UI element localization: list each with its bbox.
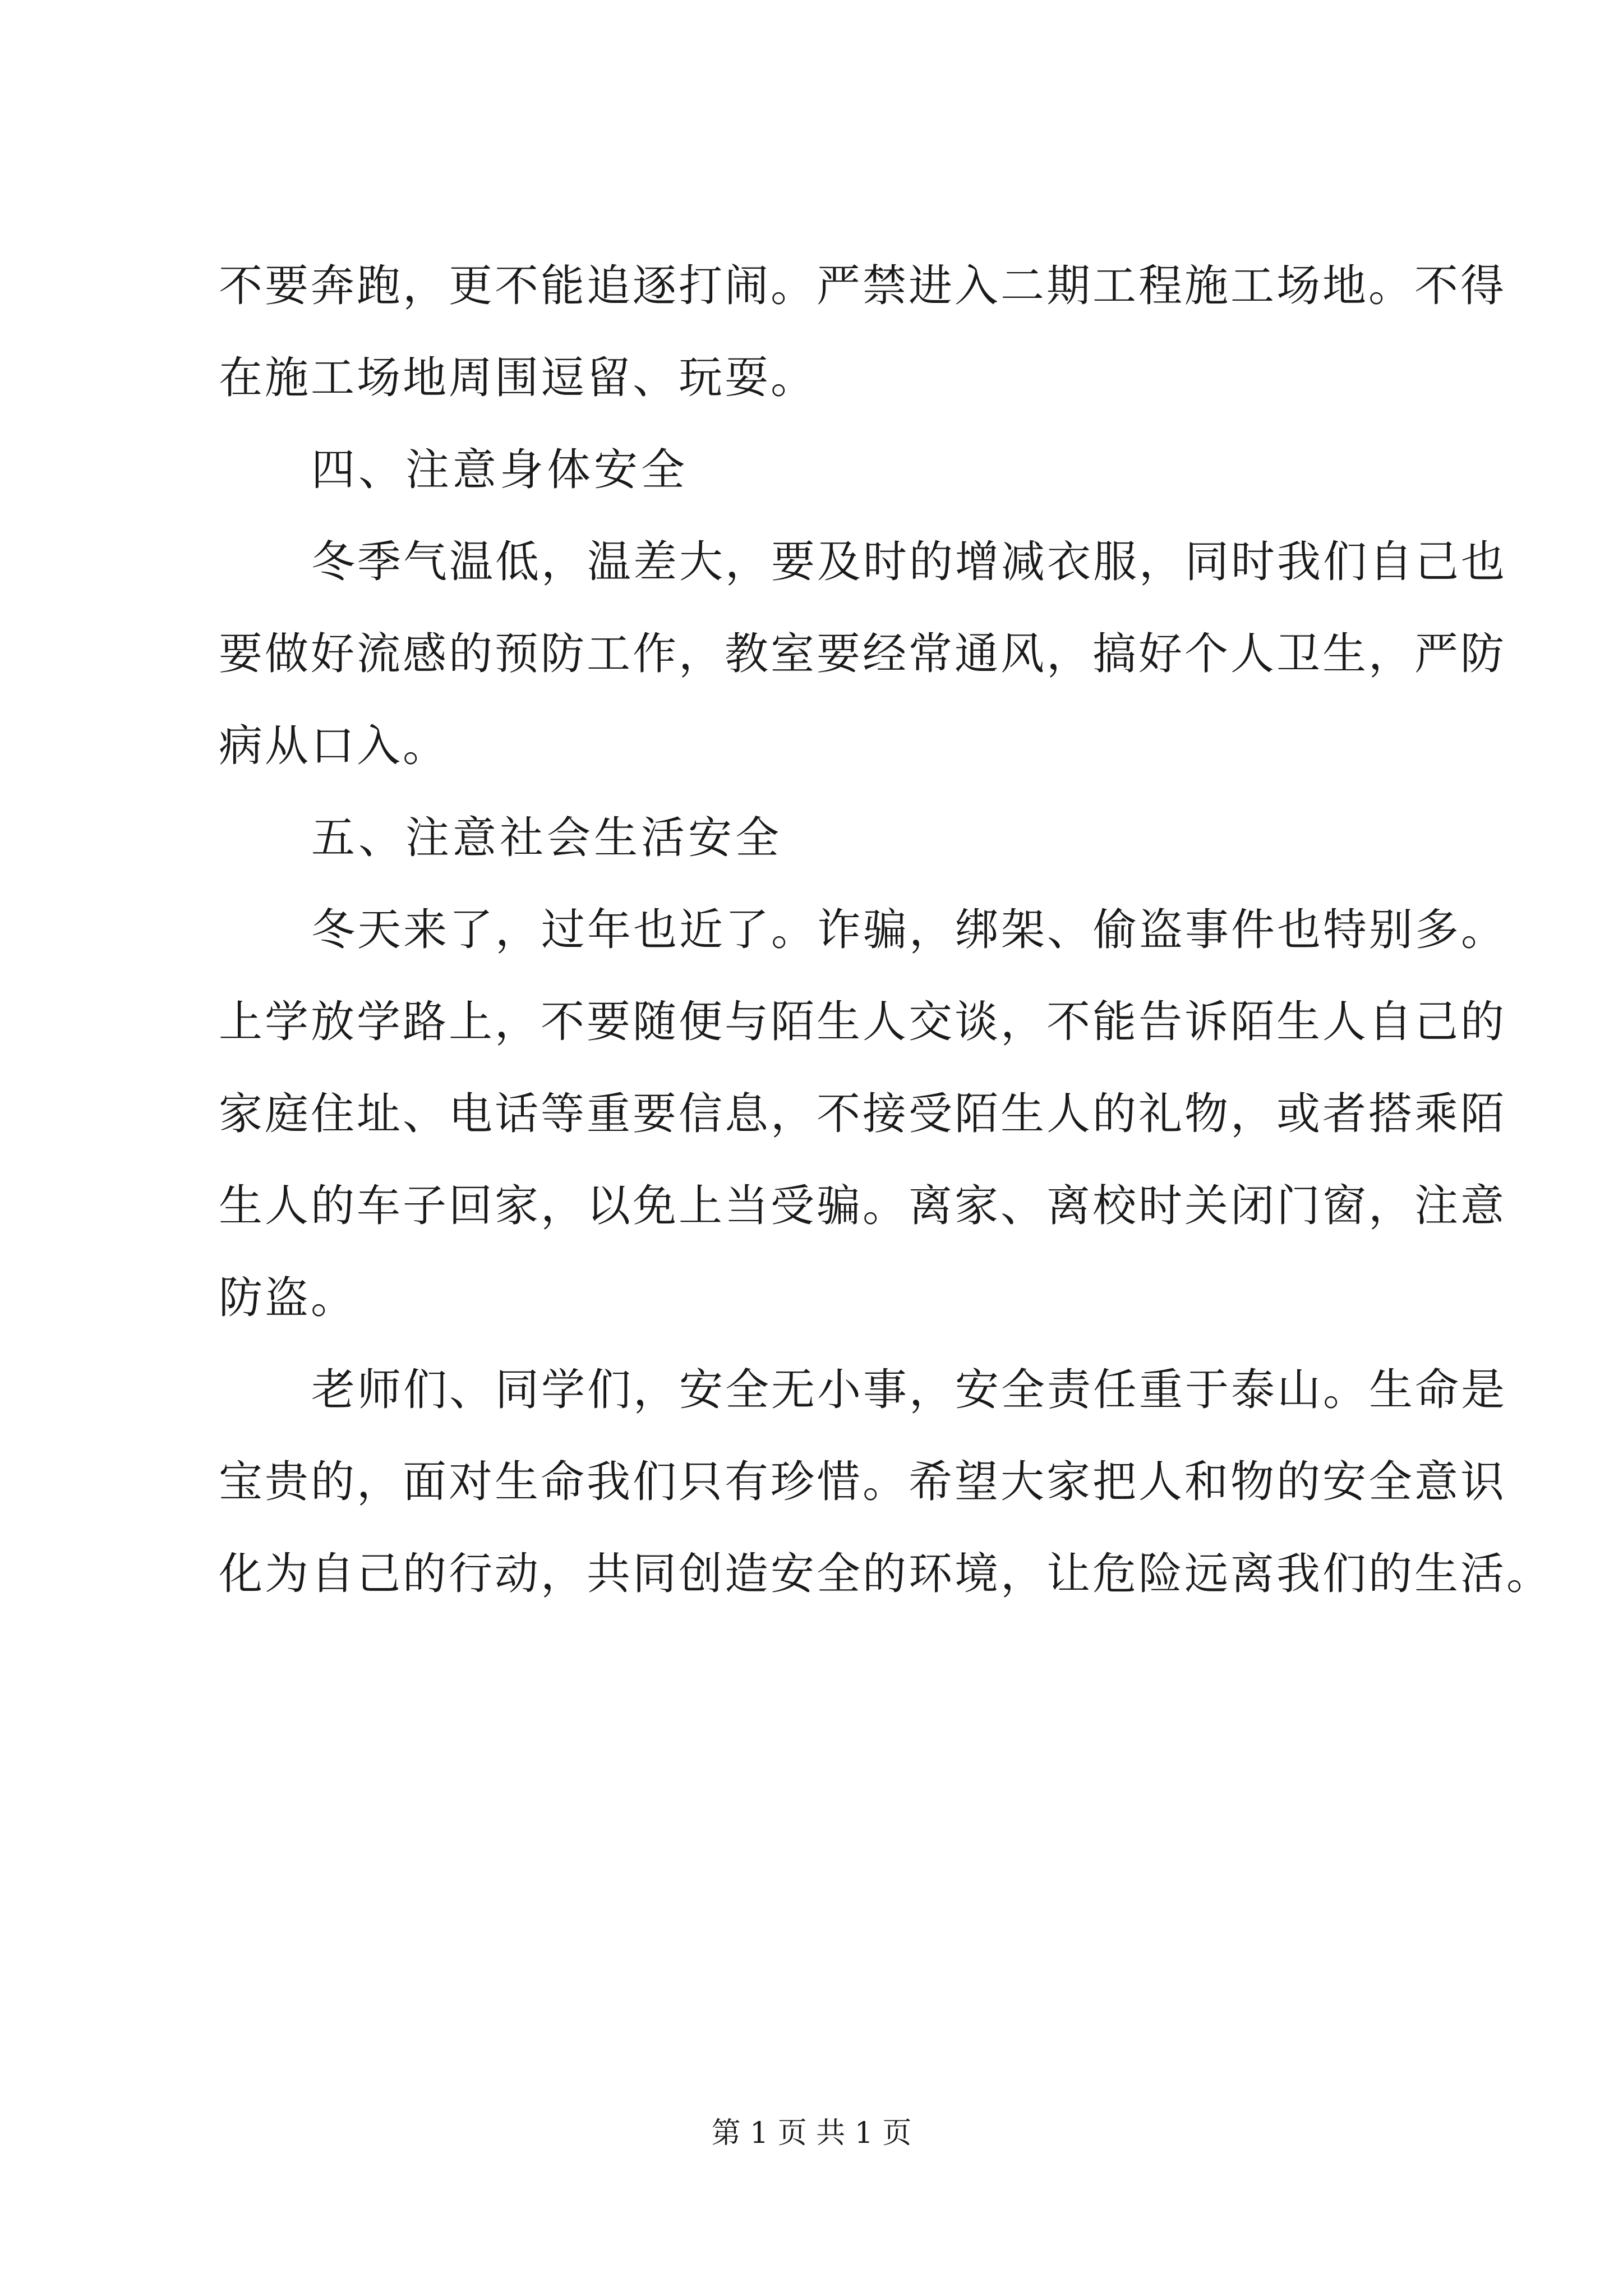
text-line: 要做好流感的预防工作，教室要经常通风，搞好个人卫生，严防 bbox=[219, 629, 1507, 679]
text-line: 家庭住址、电话等重要信息，不接受陌生人的礼物，或者搭乘陌 bbox=[219, 1089, 1507, 1139]
text-line: 不要奔跑，更不能追逐打闹。严禁进入二期工程施工场地。不得 bbox=[219, 261, 1507, 311]
text-line: 病从口入。 bbox=[219, 721, 449, 771]
text-line: 老师们、同学们，安全无小事，安全责任重于泰山。生命是 bbox=[311, 1365, 1507, 1415]
page-number-footer: 第 1 页 共 1 页 bbox=[711, 2116, 912, 2150]
section-heading: 五、注意社会生活安全 bbox=[311, 813, 783, 863]
text-line: 防盗。 bbox=[219, 1273, 357, 1323]
text-line: 宝贵的，面对生命我们只有珍惜。希望大家把人和物的安全意识 bbox=[219, 1457, 1507, 1507]
text-line: 化为自己的行动，共同创造安全的环境，让危险远离我们的生活。 bbox=[219, 1549, 1553, 1599]
document-body bbox=[219, 255, 1553, 1635]
text-line: 在施工场地周围逗留、玩耍。 bbox=[219, 353, 817, 403]
section-heading: 四、注意身体安全 bbox=[311, 445, 689, 495]
text-line: 上学放学路上，不要随便与陌生人交谈，不能告诉陌生人自己的 bbox=[219, 997, 1507, 1047]
text-line: 冬季气温低，温差大，要及时的增减衣服，同时我们自己也 bbox=[311, 537, 1507, 587]
text-line: 生人的车子回家，以免上当受骗。离家、离校时关闭门窗，注意 bbox=[219, 1181, 1507, 1231]
text-line: 冬天来了，过年也近了。诈骗，绑架、偷盗事件也特别多。 bbox=[311, 905, 1507, 955]
